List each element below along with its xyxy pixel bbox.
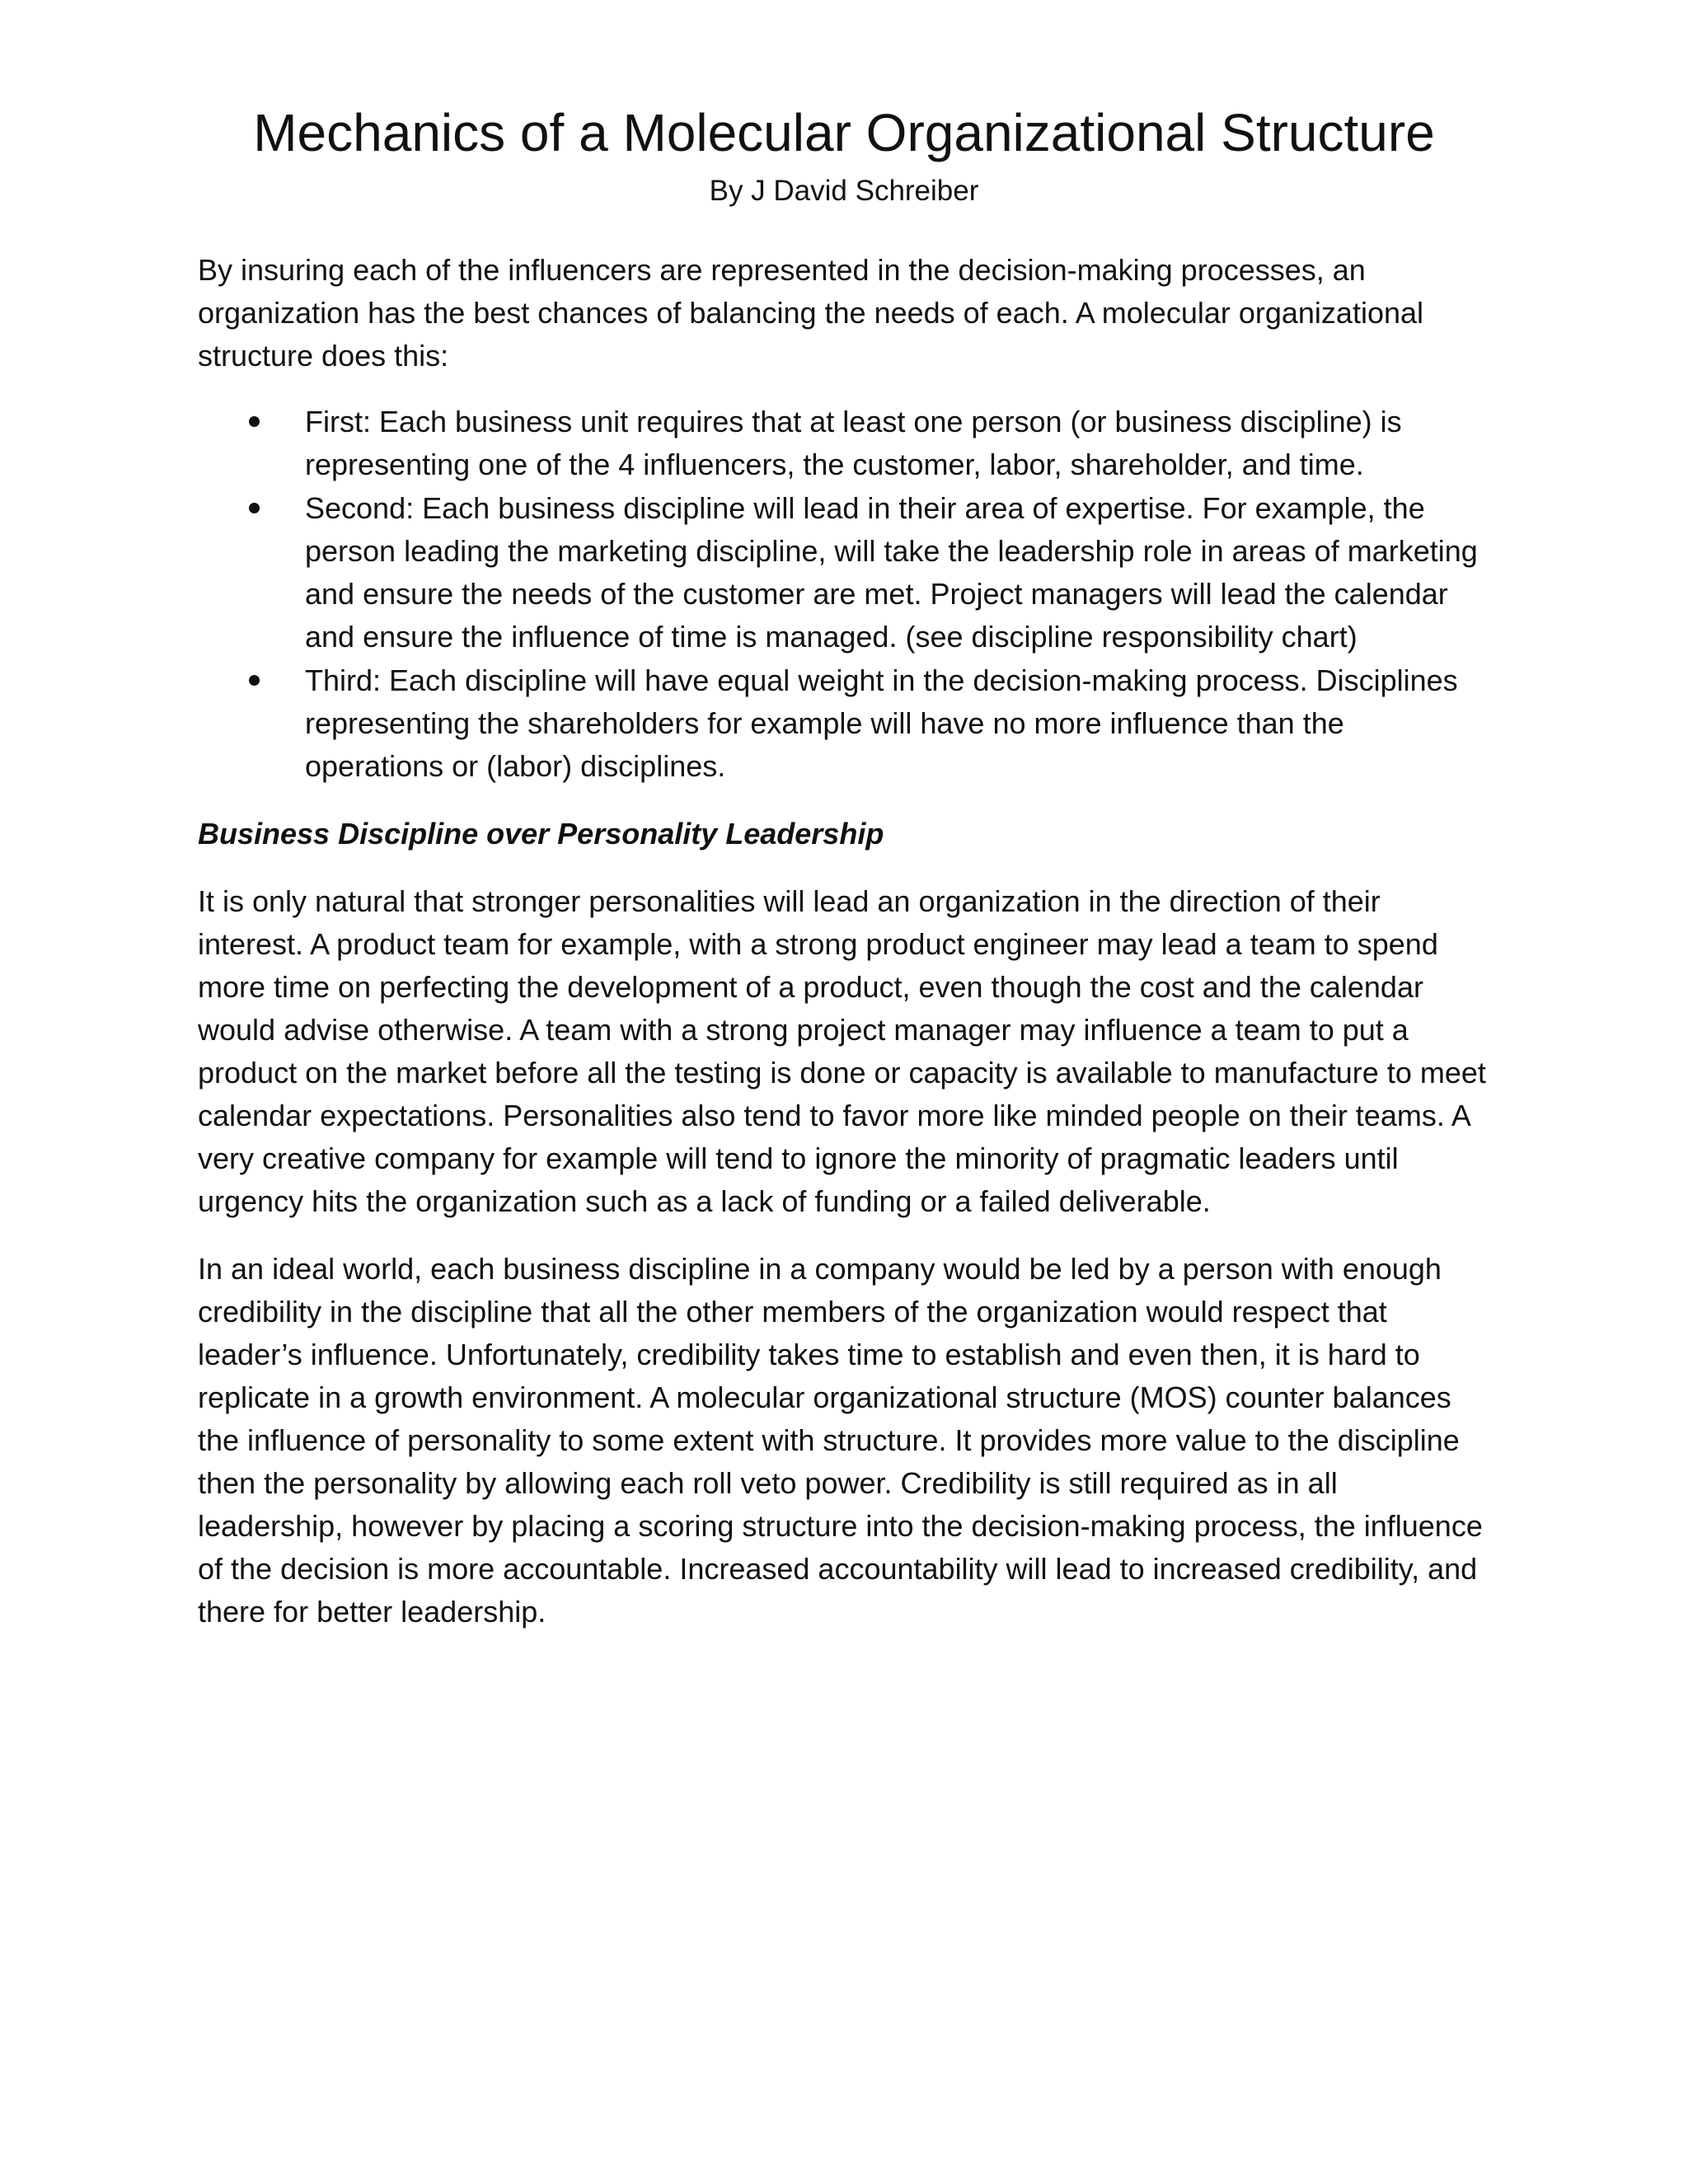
- influencer-bullet-list: [198, 401, 1490, 788]
- bullet-text: Third: Each discipline will have equal weight in the decision-making process. Disciplines representing the shareholders for example will have no more influence than the operations or (labor) disciplines.: [305, 663, 1458, 783]
- bullet-text: First: Each business unit requires that at least one person (or business discipline) is representing one of the 4 influencers, the customer, labor, shareholder, and time.: [305, 405, 1402, 481]
- bullet-item: [305, 487, 1490, 658]
- body-paragraph: In an ideal world, each business discipline in a company would be led by a person with enough credibility in the discipline that all the other members of the organization would respect that leader’s influence. Unfortunately, credibility takes time to establish and even then, it is hard to replicate in a growth environment. A molecular organizational structure (MOS) counter balances the influence of personality to some extent with structure. It provides more value to the discipline then the personality by allowing each roll veto power. Credibility is still required as in all leadership, however by placing a scoring structure into the decision-making process, the influence of the decision is more accountable. Increased accountability will lead to increased credibility, and there for better leadership.: [198, 1252, 1483, 1629]
- bullet-text: Second: Each business discipline will lead in their area of expertise. For example, the person leading the marketing discipline, will take the leadership role in areas of marketing and ensure the needs of the customer are met. Project managers will lead the calendar and ensure the influence of time is managed. (see discipline responsibility chart): [305, 491, 1478, 654]
- bullet-item: [305, 401, 1490, 486]
- intro-paragraph: By insuring each of the influencers are represented in the decision-making processes, an organization has the best chances of balancing the needs of each. A molecular organizational structure does this:: [198, 253, 1424, 373]
- author-byline: By J David Schreiber: [709, 175, 979, 207]
- bullet-dot-icon: [249, 675, 260, 686]
- document-title: Mechanics of a Molecular Organizational Structure: [253, 103, 1435, 162]
- section-heading: Business Discipline over Personality Leadership: [198, 817, 884, 851]
- bullet-dot-icon: [249, 503, 260, 513]
- bullet-item: [305, 659, 1490, 788]
- body-paragraph: It is only natural that stronger personalities will lead an organization in the direction of their interest. A product team for example, with a strong product engineer may lead a team to spend more time on perfecting the development of a product, even though the cost and the calendar would advise otherwise. A team with a strong project manager may influence a team to put a product on the market before all the testing is done or capacity is available to manufacture to meet calendar expectations. Personalities also tend to favor more like minded people on their teams. A very creative company for example will tend to ignore the minority of pragmatic leaders until urgency hits the organization such as a lack of funding or a failed deliverable.: [198, 884, 1486, 1218]
- bullet-dot-icon: [249, 416, 260, 427]
